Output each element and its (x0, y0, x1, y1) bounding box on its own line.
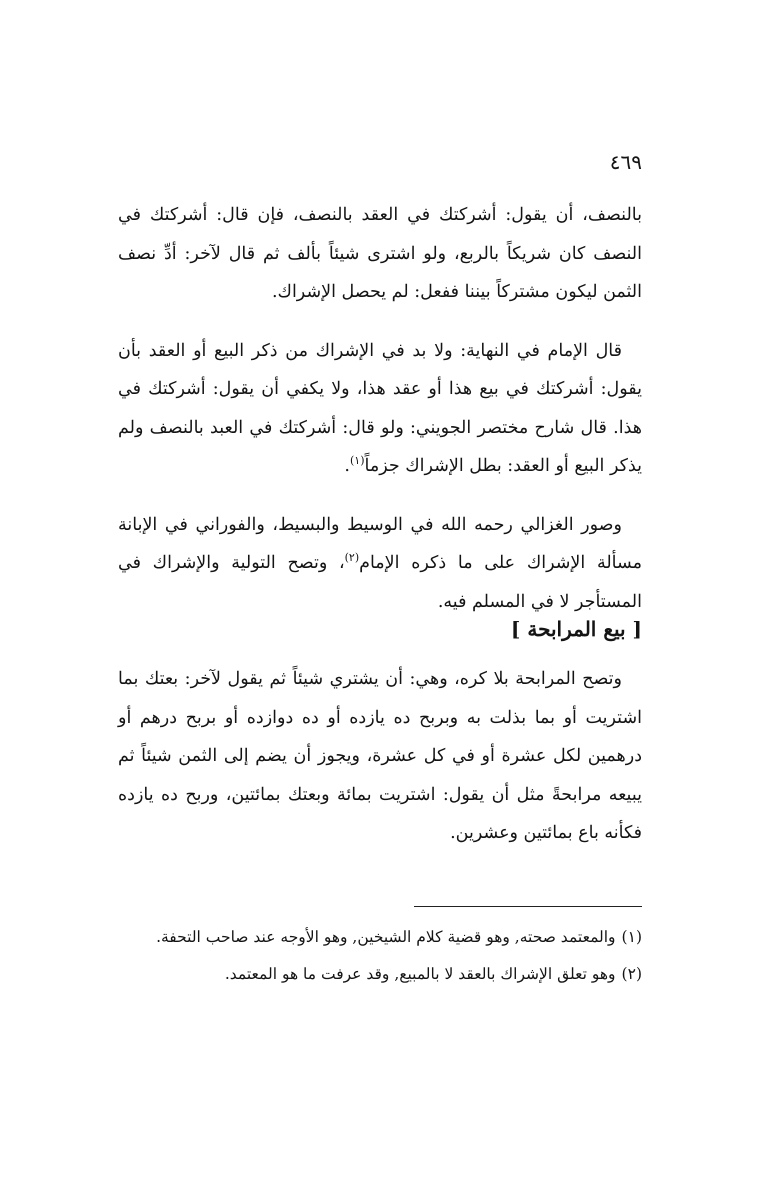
paragraph-3-text-a: وصور الغزالي رحمه الله في الوسيط والبسيط، والفوراني في الإبانة مسألة الإشراك على ما ذكره الإمام (118, 514, 642, 573)
paragraph-1: بالنصف، أن يقول: أشركتك في العقد بالنصف، فإن قال: أشركتك في النصف كان شريكاً بالربع، ولو اشترى شيئاً بألف ثم قال لآخر: أدِّ نصف الثمن ليكون مشتركاً بيننا ففعل: لم يحصل الإشراك. (118, 205, 642, 302)
main-text (118, 196, 642, 641)
footnote-ref-2: (٢) (344, 551, 360, 565)
footnote-2 (118, 959, 642, 990)
paragraph-2-text: قال الإمام في النهاية: ولا بد في الإشراك من ذكر البيع أو العقد بأن يقول: أشركتك في بيع هذا أو عقد هذا، ولا يكفي أن يقول: أشركتك في هذا. قال شارح مختصر الجويني: ولو قال: أشركتك في العبد بالنصف ولم يذكر البيع أو العقد: بطل الإشراك جزماً (118, 340, 642, 476)
paragraph-2-end: . (344, 456, 350, 476)
footnotes (118, 922, 642, 996)
footnote-divider (414, 906, 642, 907)
footnote-2-text: وهو تعلق الإشراك بالعقد لا بالمبيع, وقد عرفت ما هو المعتمد. (224, 965, 616, 983)
section-paragraph: وتصح المرابحة بلا كره، وهي: أن يشتري شيئاً ثم يقول لآخر: بعتك بما اشتريت أو بما بذلت به وبربح ده يازده أو ده دوازده أو بربح درهم أو درهمين لكل عشرة أو في كل عشرة، ويجوز أن يضم إلى الثمن شيئاً ثم يبيعه مرابحةً مثل أن يقول: اشتريت بمائة وبعتك بمائتين، وربح ده يازده فكأنه باع بمائتين وعشرين. (118, 669, 642, 843)
paragraph-2 (118, 332, 642, 486)
paragraph-3 (118, 506, 642, 622)
footnote-1-text: والمعتمد صحته, وهو قضية كلام الشيخين, وهو الأوجه عند صاحب التحفة. (156, 928, 616, 946)
footnote-1-number: (١) (621, 928, 642, 946)
section-heading: [ بيع المرابحة ] (510, 617, 642, 641)
paragraph-3-text-b: ، وتصح التولية والإشراك في المستأجر لا في المسلم فيه. (118, 553, 642, 612)
footnote-2-number: (٢) (621, 965, 642, 983)
section-body (118, 660, 642, 853)
page-number: ٤٦٩ (609, 150, 642, 174)
footnote-1 (118, 922, 642, 953)
footnote-ref-1: (١) (350, 454, 365, 468)
